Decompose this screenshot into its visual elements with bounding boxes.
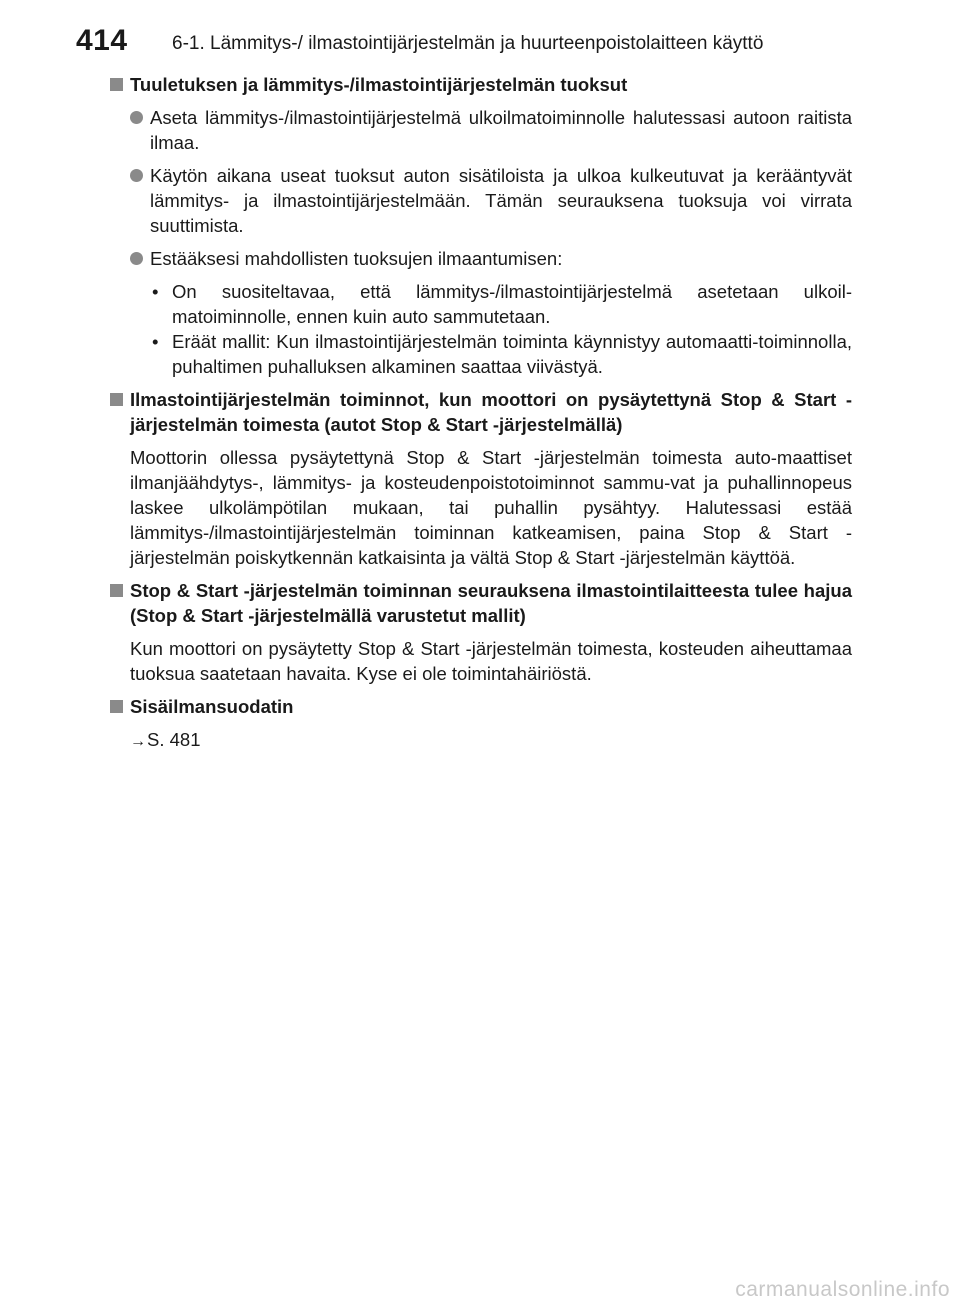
- sub-list-item: • Eräät mallit: Kun ilmastointijärjestelmän toiminta käynnistyy automaatti-toiminnolla, puhaltimen puhalluksen alkaminen saattaa viivästyä.: [152, 331, 852, 377]
- chapter-title: 6-1. Lämmitys-/ ilmastointijärjestelmän ja huurteenpoistolaitteen käyttö: [172, 33, 764, 54]
- list-item: Estääksesi mahdollisten tuoksujen ilmaantumisen:: [108, 246, 852, 271]
- list-item: Käytön aikana useat tuoksut auton sisätiloista ja ulkoa kulkeutuvat ja kerääntyvät lämmitys- ja ilmastointijärjestelmään. Tämän seurauksena tuoksuja voi virrata suuttimista.: [108, 163, 852, 238]
- watermark: carmanualsonline.info: [735, 1278, 950, 1301]
- page-number: 414: [76, 24, 128, 57]
- bullet-icon: •: [152, 281, 159, 302]
- dot-bullet-icon: [130, 252, 143, 265]
- square-bullet-icon: [110, 78, 123, 91]
- section-odors: [108, 72, 852, 379]
- section-stop-start-ac: [108, 387, 852, 570]
- square-bullet-icon: [110, 700, 123, 713]
- section-stop-start-odor: [108, 578, 852, 686]
- arrow-right-icon: →: [130, 733, 146, 750]
- section-heading: Tuuletuksen ja lämmitys-/ilmastointijärjestelmän tuoksut: [108, 72, 852, 97]
- section-cabin-filter: [108, 694, 852, 754]
- sub-list: [108, 279, 852, 379]
- sub-list-item: • On suositeltavaa, että lämmitys-/ilmastointijärjestelmä asetetaan ulkoil-matoiminnolle, ennen kuin auto sammutetaan.: [152, 281, 852, 327]
- section-heading: Stop & Start -järjestelmän toiminnan seurauksena ilmastointilaitteesta tulee hajua (Stop & Start -järjestelmällä varustetut mallit): [108, 578, 852, 628]
- square-bullet-icon: [110, 584, 123, 597]
- section-heading: Ilmastointijärjestelmän toiminnot, kun moottori on pysäytettynä Stop & Start -järjestelmän toimesta (autot Stop & Start -järjestelmällä): [108, 387, 852, 437]
- list-item: Aseta lämmitys-/ilmastointijärjestelmä ulkoilmatoiminnolle halutessasi autoon raitista ilmaa.: [108, 105, 852, 155]
- section-paragraph: Kun moottori on pysäytetty Stop & Start -järjestelmän toimesta, kosteuden aiheuttamaa tuoksua saatetaan havaita. Kyse ei ole toimintahäiriöstä.: [130, 638, 852, 684]
- dot-bullet-icon: [130, 111, 143, 124]
- page-header: [0, 24, 960, 64]
- square-bullet-icon: [110, 393, 123, 406]
- page-content: [108, 72, 852, 762]
- page-reference-link[interactable]: →S. 481: [108, 727, 852, 754]
- section-paragraph: Moottorin ollessa pysäytettynä Stop & Start -järjestelmän toimesta auto-maattiset ilmanjäähdytys-, lämmitys- ja kosteudenpoistotoiminnot sammu-vat ja puhallinnopeus laskee ulkolämpötilan mukaan, tai puhallin pysähtyy. Halutessasi estää lämmitys-/ilmastointijärjestelmän toiminnan katkeamisen, paina Stop & Start -järjestelmän poiskytkennän katkaisinta ja vältä Stop & Start -järjestelmän käyttöä.: [130, 447, 852, 568]
- dot-bullet-icon: [130, 169, 143, 182]
- bullet-icon: •: [152, 331, 159, 352]
- section-heading: Sisäilmansuodatin: [108, 694, 852, 719]
